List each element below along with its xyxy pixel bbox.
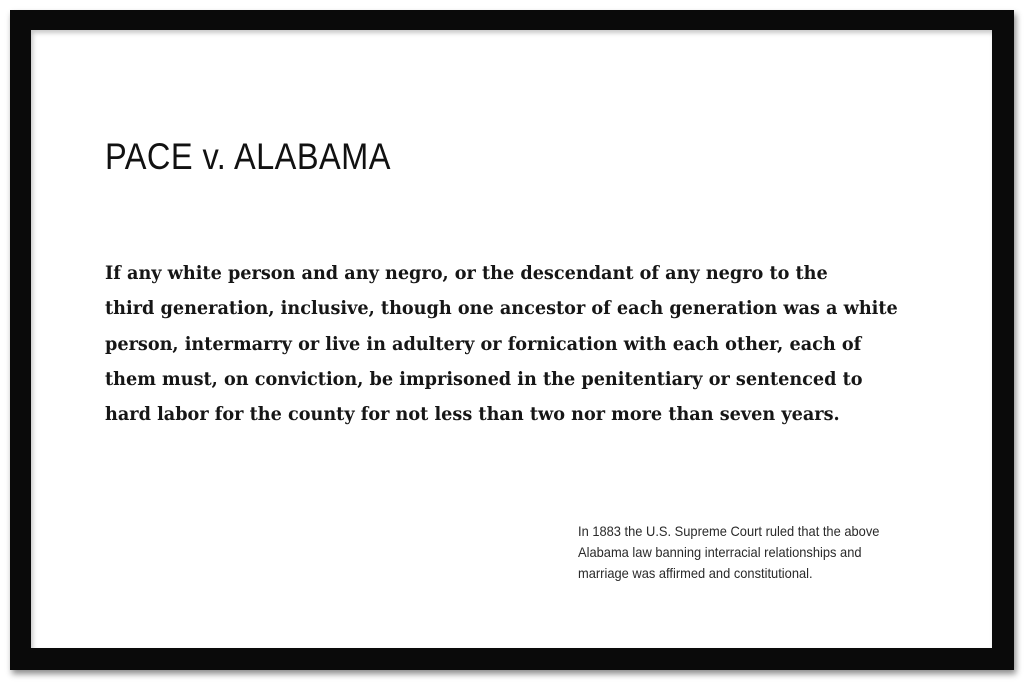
caption-line: In 1883 the U.S. Supreme Court ruled that the above: [578, 523, 880, 539]
caption-line: Alabama law banning interracial relationships and: [578, 544, 862, 560]
page-title: PACE v. ALABAMA: [105, 136, 391, 177]
statute-text: [105, 256, 902, 432]
caption-text: [578, 521, 909, 584]
statute-line: person, intermarry or live in adultery or fornication with each other, each of: [105, 333, 862, 355]
statute-line: third generation, inclusive, though one ancestor of each generation was a white: [105, 298, 898, 320]
caption-line: marriage was affirmed and constitutional.: [578, 565, 813, 581]
statute-line: hard labor for the county for not less than two nor more than seven years.: [105, 404, 840, 426]
statute-line: them must, on conviction, be imprisoned in the penitentiary or sentenced to: [105, 368, 863, 390]
mat-board: [31, 30, 992, 648]
statute-line: If any white person and any negro, or the descendant of any negro to the: [105, 263, 828, 284]
picture-frame: [10, 10, 1014, 670]
